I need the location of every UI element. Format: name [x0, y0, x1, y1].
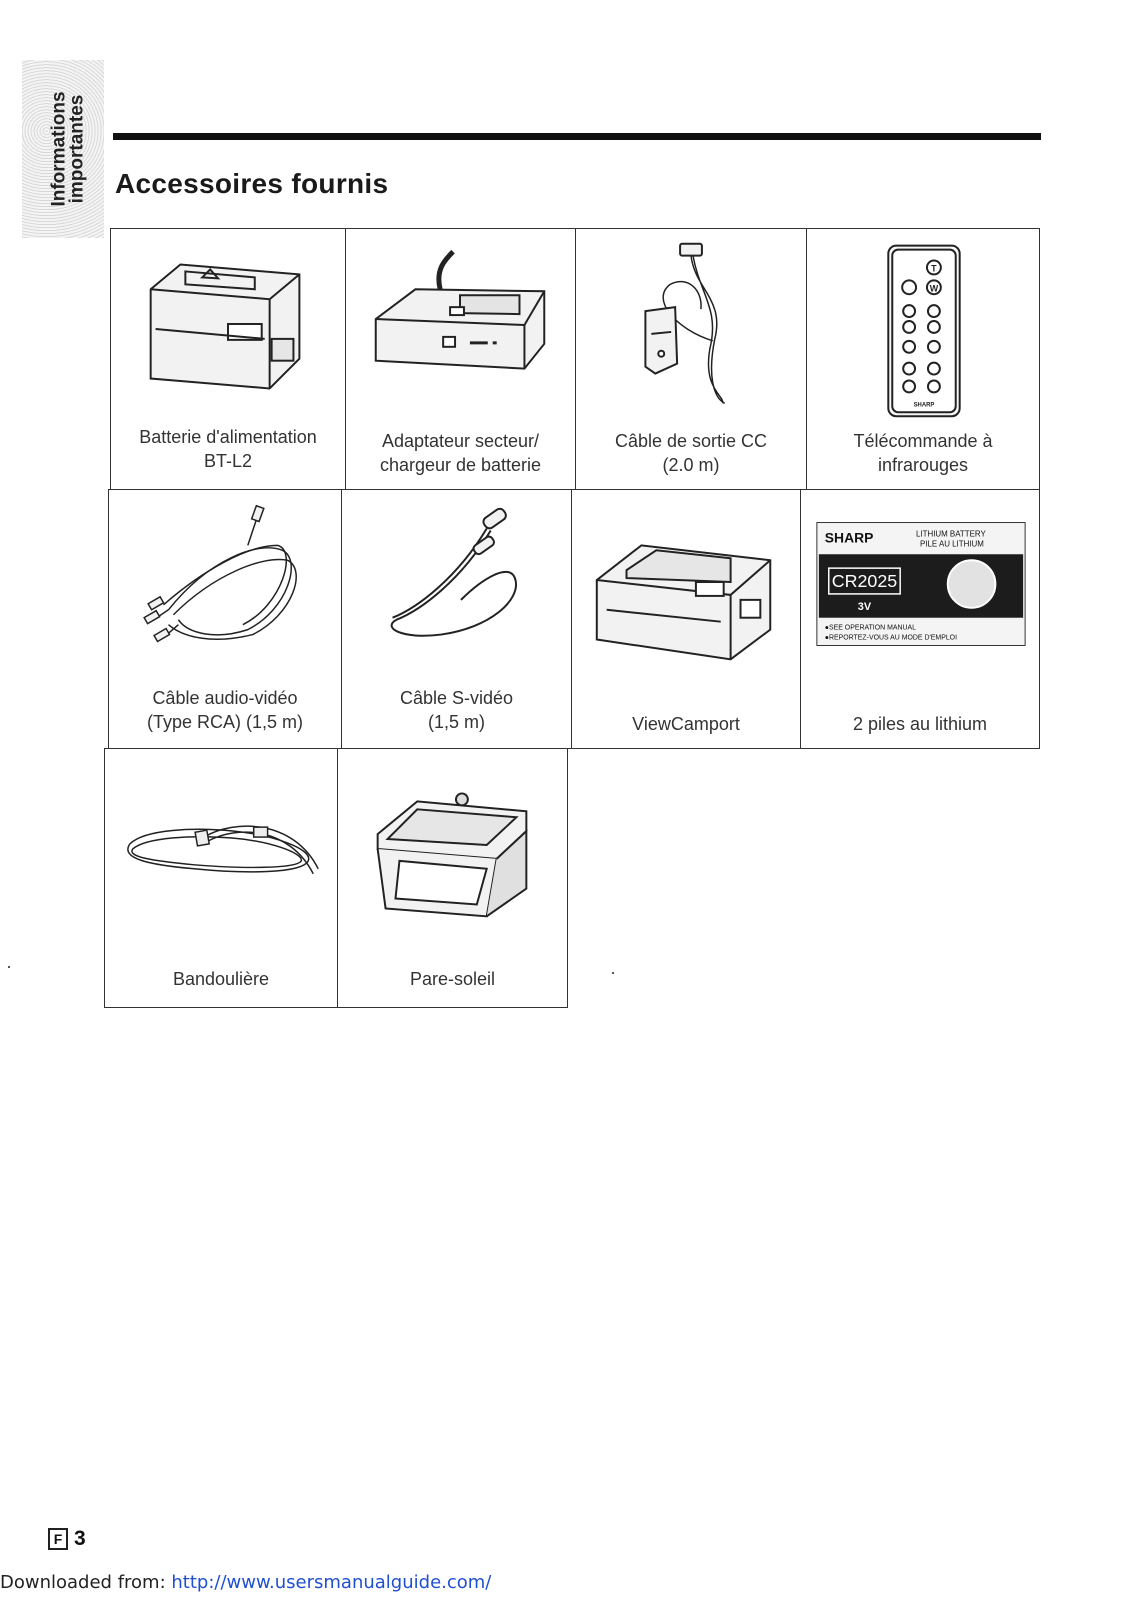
scan-speck — [8, 966, 10, 968]
dc-cable-icon — [576, 229, 806, 419]
accessory-label: Bandoulière — [172, 969, 270, 989]
accessory-cell — [806, 228, 1040, 490]
download-footer — [0, 1572, 491, 1593]
remote-control-icon — [807, 229, 1039, 419]
remote-button-t: T — [931, 263, 937, 274]
page-title: Accessoires fournis — [115, 168, 389, 199]
battery-model: CR2025 — [831, 570, 898, 591]
sun-hood-icon — [338, 749, 567, 939]
accessory-label: 2 piles au lithium — [852, 714, 988, 734]
footer-prefix: Downloaded from: — [0, 1572, 172, 1593]
accessory-label: Câble audio-vidéo (Type RCA) (1,5 m) — [146, 688, 304, 732]
battery-note2: ●REPORTEZ-VOUS AU MODE D'EMPLOI — [824, 634, 958, 642]
page-number — [48, 1527, 86, 1551]
s-video-cable-icon — [342, 490, 571, 680]
accessory-cell — [104, 748, 338, 1008]
battery-line2: PILE AU LITHIUM — [920, 539, 984, 549]
shoulder-strap-icon — [105, 749, 337, 939]
accessory-cell — [108, 489, 342, 749]
accessory-label: Batterie d'alimentation BT-L2 — [139, 427, 317, 471]
scan-speck — [612, 972, 614, 974]
accessory-cell — [337, 748, 568, 1008]
av-cable-icon — [109, 490, 341, 680]
lithium-battery-card-icon — [801, 490, 1039, 680]
accessory-cell — [345, 228, 576, 490]
accessory-label: Adaptateur secteur/ chargeur de batterie — [379, 431, 542, 475]
side-tab-line1: Informations — [49, 91, 70, 207]
battery-voltage: 3V — [857, 600, 872, 613]
accessory-label: Câble de sortie CC (2.0 m) — [614, 431, 768, 475]
battery-icon — [111, 229, 345, 419]
remote-button-w: W — [929, 283, 939, 294]
accessory-cell — [575, 228, 807, 490]
accessory-label: Câble S-vidéo (1,5 m) — [399, 688, 514, 732]
accessory-label: Télécommande à infrarouges — [853, 431, 993, 475]
side-tab-line2: importantes — [67, 94, 88, 204]
battery-line1: LITHIUM BATTERY — [916, 529, 986, 539]
accessory-label: Pare-soleil — [409, 969, 496, 989]
accessory-cell — [800, 489, 1040, 749]
accessory-cell — [571, 489, 801, 749]
page-number-value: 3 — [74, 1527, 86, 1550]
page-letter-box: F — [48, 1528, 68, 1550]
viewcamport-icon — [572, 490, 800, 680]
accessory-label: ViewCamport — [632, 714, 740, 734]
battery-brand: SHARP — [824, 529, 874, 546]
footer-link[interactable]: http://www.usersmanualguide.com/ — [171, 1572, 492, 1593]
battery-note1: ●SEE OPERATION MANUAL — [824, 624, 916, 632]
accessory-cell — [110, 228, 346, 490]
accessory-cell — [341, 489, 572, 749]
remote-brand: SHARP — [913, 402, 935, 409]
charger-icon — [346, 229, 575, 419]
